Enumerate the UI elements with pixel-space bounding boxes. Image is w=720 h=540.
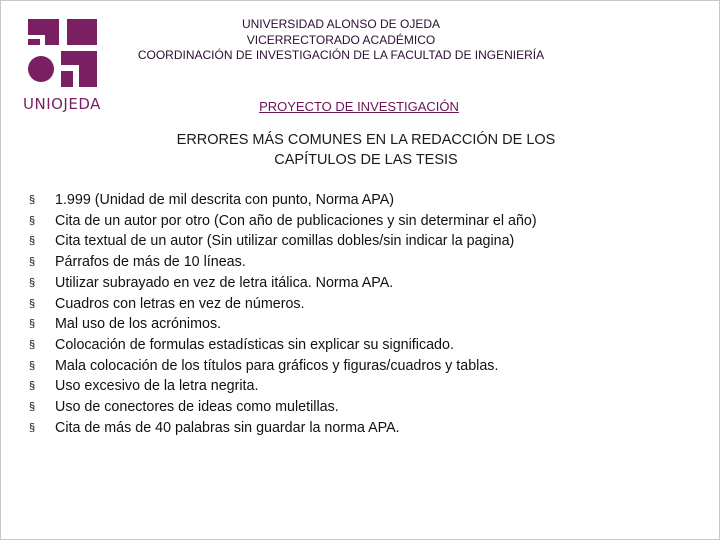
bullet-icon: § [29,235,36,248]
list-item: § Uso excesivo de la letra negrita. [29,376,679,397]
institution-header [131,17,551,64]
main-title [151,130,581,170]
bullet-icon: § [29,214,36,227]
list-item: § Uso de conectores de ideas como muletillas. [29,397,679,418]
bullet-icon: § [29,256,36,269]
main-title-line-2: CAPÍTULOS DE LAS TESIS [274,152,458,168]
list-item: § Cita de un autor por otro (Con año de publicaciones y sin determinar el año) [29,211,679,232]
project-title: PROYECTO DE INVESTIGACIÓN [259,99,459,114]
logo-mark-icon [23,15,111,93]
list-item: § 1.999 (Unidad de mil descrita con punto, Norma APA) [29,190,679,211]
university-logo [23,15,111,117]
bullet-icon: § [29,297,36,310]
list-item: § Cuadros con letras en vez de números. [29,294,679,315]
bullet-icon: § [29,276,36,289]
list-item: § Mal uso de los acrónimos. [29,314,679,335]
list-item: § Cita textual de un autor (Sin utilizar comillas dobles/sin indicar la pagina) [29,231,679,252]
university-name: UNIVERSIDAD ALONSO DE OJEDA [241,17,441,31]
errors-list [29,190,679,438]
bullet-icon: § [29,401,36,414]
list-item: § Cita de más de 40 palabras sin guardar la norma APA. [29,418,679,439]
bullet-icon: § [29,338,36,351]
bullet-icon: § [29,194,36,206]
logo-wordmark: UNIOJEDA [23,95,101,113]
vice-rectorate-name: VICERRECTORADO ACADÉMICO [246,32,436,47]
bullet-icon: § [29,318,36,331]
bullet-icon: § [29,421,36,434]
coordination-name: COORDINACIÓN DE INVESTIGACIÓN DE LA FACULTAD DE INGENIERÍA [137,48,545,62]
bullet-icon: § [29,359,36,372]
list-item: § Mala colocación de los títulos para gráficos y figuras/cuadros y tablas. [29,356,679,377]
main-title-line-1: ERRORES MÁS COMUNES EN LA REDACCIÓN DE LOS [176,132,556,148]
list-item: § Utilizar subrayado en vez de letra itálica. Norma APA. [29,273,679,294]
bullet-icon: § [29,380,36,393]
list-item: § Párrafos de más de 10 líneas. [29,252,679,273]
list-item: § Colocación de formulas estadísticas sin explicar su significado. [29,335,679,356]
